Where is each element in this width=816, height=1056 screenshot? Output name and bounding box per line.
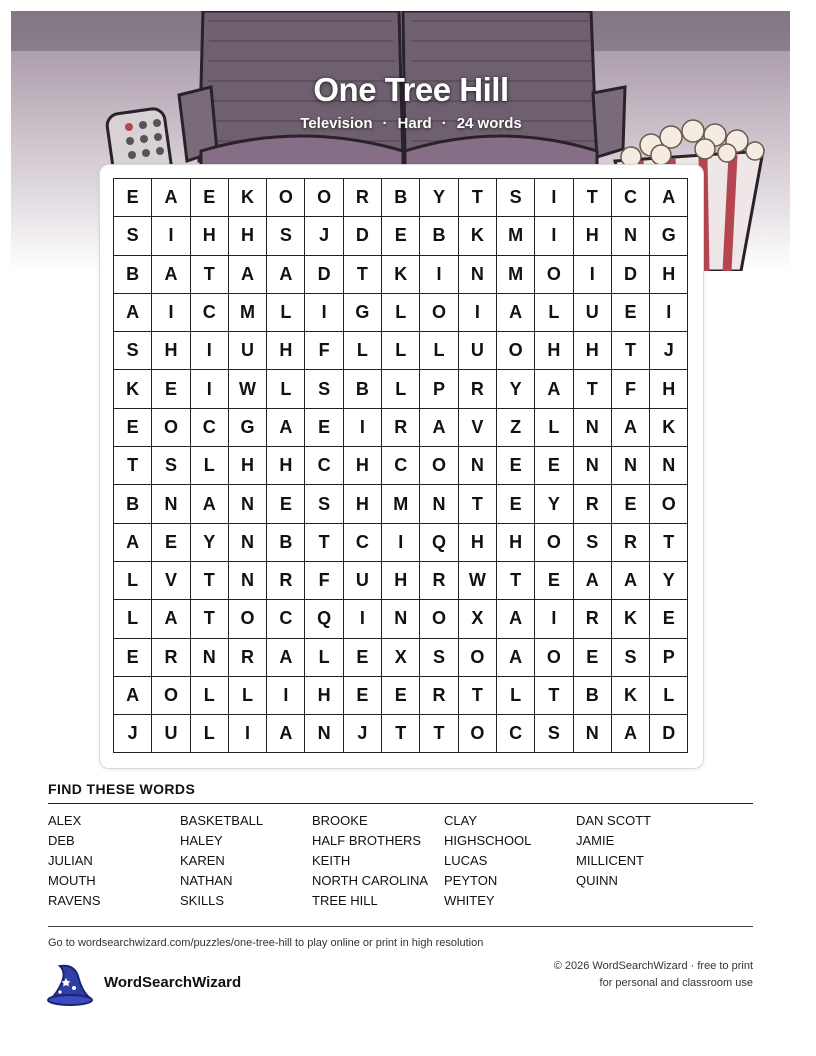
grid-cell[interactable]: Y bbox=[420, 179, 458, 217]
grid-cell[interactable]: E bbox=[650, 600, 688, 638]
grid-cell[interactable]: E bbox=[114, 639, 152, 677]
copyright-text: © 2026 WordSearchWizard · free to print for personal and classroom use bbox=[553, 960, 753, 989]
grid-cell[interactable]: E bbox=[574, 639, 612, 677]
grid-cell[interactable]: N bbox=[574, 447, 612, 485]
grid-cell[interactable]: I bbox=[267, 677, 305, 715]
grid-cell[interactable]: H bbox=[229, 447, 267, 485]
grid-cell[interactable]: A bbox=[152, 600, 190, 638]
grid-cell[interactable]: L bbox=[191, 677, 229, 715]
word-item: RAVENS bbox=[48, 893, 101, 908]
grid-cell[interactable]: L bbox=[305, 639, 343, 677]
grid-cell[interactable]: E bbox=[382, 217, 420, 255]
grid-cell[interactable]: H bbox=[267, 447, 305, 485]
grid-cell[interactable]: G bbox=[229, 409, 267, 447]
grid-cell[interactable]: A bbox=[229, 256, 267, 294]
word-item: NATHAN bbox=[180, 873, 233, 888]
grid-cell[interactable]: K bbox=[650, 409, 688, 447]
grid-cell[interactable]: K bbox=[612, 677, 650, 715]
grid-cell[interactable]: S bbox=[114, 217, 152, 255]
grid-cell[interactable]: N bbox=[229, 562, 267, 600]
puzzle-category: Television bbox=[300, 115, 373, 132]
grid-cell[interactable]: B bbox=[574, 677, 612, 715]
grid-cell[interactable]: J bbox=[650, 332, 688, 370]
grid-cell[interactable]: Y bbox=[497, 370, 535, 408]
grid-cell[interactable]: R bbox=[344, 179, 382, 217]
grid-cell[interactable]: E bbox=[535, 447, 573, 485]
grid-cell[interactable]: O bbox=[420, 294, 458, 332]
grid-cell[interactable]: H bbox=[650, 256, 688, 294]
grid-cell[interactable]: C bbox=[612, 179, 650, 217]
grid-cell[interactable]: D bbox=[612, 256, 650, 294]
grid-cell[interactable]: L bbox=[191, 447, 229, 485]
grid-cell[interactable]: X bbox=[382, 639, 420, 677]
grid-cell[interactable]: E bbox=[267, 485, 305, 523]
grid-cell[interactable]: K bbox=[382, 256, 420, 294]
grid-cell[interactable]: I bbox=[535, 600, 573, 638]
grid-cell[interactable]: N bbox=[152, 485, 190, 523]
grid-cell[interactable]: N bbox=[459, 256, 497, 294]
grid-cell[interactable]: N bbox=[229, 524, 267, 562]
grid-cell[interactable]: U bbox=[344, 562, 382, 600]
grid-cell[interactable]: W bbox=[459, 562, 497, 600]
grid-cell[interactable]: T bbox=[650, 524, 688, 562]
grid-cell[interactable]: L bbox=[535, 294, 573, 332]
word-item: KAREN bbox=[180, 853, 225, 868]
grid-cell[interactable]: T bbox=[191, 256, 229, 294]
grid-cell[interactable]: L bbox=[420, 332, 458, 370]
grid-cell[interactable]: T bbox=[191, 562, 229, 600]
grid-cell[interactable]: U bbox=[229, 332, 267, 370]
grid-cell[interactable]: I bbox=[344, 600, 382, 638]
grid-cell[interactable]: W bbox=[229, 370, 267, 408]
grid-cell[interactable]: A bbox=[114, 294, 152, 332]
grid-cell[interactable]: T bbox=[305, 524, 343, 562]
grid-cell[interactable]: H bbox=[382, 562, 420, 600]
grid-cell[interactable]: N bbox=[382, 600, 420, 638]
grid-cell[interactable]: O bbox=[535, 524, 573, 562]
wizard-hat-logo-icon bbox=[46, 962, 94, 1006]
grid-cell[interactable]: S bbox=[535, 715, 573, 753]
grid-cell[interactable]: H bbox=[267, 332, 305, 370]
grid-cell[interactable]: T bbox=[497, 562, 535, 600]
grid-cell[interactable]: T bbox=[459, 677, 497, 715]
word-item: MILLICENT bbox=[576, 853, 644, 868]
grid-cell[interactable]: C bbox=[497, 715, 535, 753]
grid-cell[interactable]: O bbox=[420, 447, 458, 485]
word-item: LUCAS bbox=[444, 853, 488, 868]
grid-cell[interactable]: H bbox=[152, 332, 190, 370]
brand-name: WordSearchWizard bbox=[104, 974, 242, 991]
grid-cell[interactable]: L bbox=[114, 562, 152, 600]
grid-cell[interactable]: A bbox=[574, 562, 612, 600]
grid-cell[interactable]: N bbox=[650, 447, 688, 485]
footer-link-text[interactable]: Go to wordsearchwizard.com/puzzles/one-tree-hill to play online or print in high resolution bbox=[48, 937, 484, 949]
grid-cell[interactable]: H bbox=[497, 524, 535, 562]
grid-cell[interactable]: E bbox=[497, 485, 535, 523]
grid-cell[interactable]: R bbox=[229, 639, 267, 677]
grid-cell[interactable]: R bbox=[612, 524, 650, 562]
grid-cell[interactable]: Q bbox=[420, 524, 458, 562]
grid-cell[interactable]: N bbox=[612, 217, 650, 255]
word-item: KEITH bbox=[312, 853, 351, 868]
grid-cell[interactable]: L bbox=[535, 409, 573, 447]
grid-cell[interactable]: O bbox=[267, 179, 305, 217]
grid-cell[interactable]: I bbox=[535, 179, 573, 217]
grid-cell[interactable]: T bbox=[459, 179, 497, 217]
grid-cell[interactable]: T bbox=[382, 715, 420, 753]
grid-cell[interactable]: V bbox=[459, 409, 497, 447]
grid-cell[interactable]: K bbox=[612, 600, 650, 638]
grid-cell[interactable]: Y bbox=[191, 524, 229, 562]
grid-cell[interactable]: O bbox=[459, 715, 497, 753]
grid-cell[interactable]: A bbox=[497, 600, 535, 638]
grid-cell[interactable]: R bbox=[574, 600, 612, 638]
grid-cell[interactable]: Z bbox=[497, 409, 535, 447]
grid-cell[interactable]: C bbox=[305, 447, 343, 485]
grid-cell[interactable]: T bbox=[344, 256, 382, 294]
grid-cell[interactable]: C bbox=[344, 524, 382, 562]
grid-cell[interactable]: T bbox=[574, 370, 612, 408]
grid-cell[interactable]: H bbox=[229, 217, 267, 255]
grid-cell[interactable]: U bbox=[574, 294, 612, 332]
grid-cell[interactable]: O bbox=[229, 600, 267, 638]
grid-cell[interactable]: N bbox=[191, 639, 229, 677]
grid-cell[interactable]: N bbox=[420, 485, 458, 523]
grid-cell[interactable]: E bbox=[114, 409, 152, 447]
meta-separator: · bbox=[441, 115, 447, 132]
grid-cell[interactable]: O bbox=[459, 639, 497, 677]
grid-cell[interactable]: H bbox=[574, 217, 612, 255]
grid-cell[interactable]: R bbox=[574, 485, 612, 523]
puzzle-title: One Tree Hill bbox=[313, 71, 509, 108]
grid-cell[interactable]: L bbox=[497, 677, 535, 715]
word-item: DAN SCOTT bbox=[576, 813, 652, 828]
grid-cell[interactable]: C bbox=[267, 600, 305, 638]
grid-cell[interactable]: K bbox=[229, 179, 267, 217]
word-item: HIGHSCHOOL bbox=[444, 833, 532, 848]
grid-cell[interactable]: B bbox=[114, 256, 152, 294]
grid-cell[interactable]: H bbox=[191, 217, 229, 255]
grid-cell[interactable]: U bbox=[459, 332, 497, 370]
grid-cell[interactable]: S bbox=[497, 179, 535, 217]
grid-cell[interactable]: B bbox=[267, 524, 305, 562]
grid-cell[interactable]: L bbox=[191, 715, 229, 753]
grid-cell[interactable]: H bbox=[535, 332, 573, 370]
grid-cell[interactable]: T bbox=[191, 600, 229, 638]
grid-cell[interactable]: I bbox=[229, 715, 267, 753]
grid-cell[interactable]: A bbox=[152, 256, 190, 294]
word-item: ALEX bbox=[48, 813, 82, 828]
grid-cell[interactable]: O bbox=[535, 256, 573, 294]
grid-cell[interactable]: J bbox=[305, 217, 343, 255]
grid-cell[interactable]: E bbox=[497, 447, 535, 485]
grid-cell[interactable]: L bbox=[650, 677, 688, 715]
grid-cell[interactable]: E bbox=[305, 409, 343, 447]
grid-cell[interactable]: P bbox=[650, 639, 688, 677]
word-item: HALF BROTHERS bbox=[312, 833, 422, 848]
grid-cell[interactable]: A bbox=[191, 485, 229, 523]
grid-cell[interactable]: E bbox=[344, 677, 382, 715]
grid-cell[interactable]: K bbox=[114, 370, 152, 408]
word-item: JAMIE bbox=[576, 833, 615, 848]
grid-cell[interactable]: E bbox=[612, 485, 650, 523]
grid-cell[interactable]: T bbox=[612, 332, 650, 370]
grid-cell[interactable]: M bbox=[229, 294, 267, 332]
grid-cell[interactable]: T bbox=[574, 179, 612, 217]
grid-cell[interactable]: M bbox=[382, 485, 420, 523]
grid-cell[interactable]: O bbox=[152, 409, 190, 447]
word-item: CLAY bbox=[444, 813, 477, 828]
puzzle-meta bbox=[11, 115, 790, 132]
grid-cell[interactable]: H bbox=[305, 677, 343, 715]
word-item: SKILLS bbox=[180, 893, 225, 908]
word-item: BROOKE bbox=[312, 813, 368, 828]
word-item: TREE HILL bbox=[312, 893, 378, 908]
grid-cell[interactable]: N bbox=[229, 485, 267, 523]
grid-cell[interactable]: X bbox=[459, 600, 497, 638]
grid-cell[interactable]: I bbox=[650, 294, 688, 332]
grid-cell[interactable]: T bbox=[420, 715, 458, 753]
grid-cell[interactable]: Y bbox=[650, 562, 688, 600]
grid-cell[interactable]: D bbox=[344, 217, 382, 255]
grid-cell[interactable]: A bbox=[612, 715, 650, 753]
grid-cell[interactable]: P bbox=[420, 370, 458, 408]
grid-cell[interactable]: H bbox=[650, 370, 688, 408]
grid-cell[interactable]: I bbox=[305, 294, 343, 332]
grid-cell[interactable]: O bbox=[535, 639, 573, 677]
grid-cell[interactable]: R bbox=[420, 562, 458, 600]
grid-cell[interactable]: S bbox=[152, 447, 190, 485]
divider bbox=[48, 803, 753, 804]
grid-cell[interactable]: L bbox=[114, 600, 152, 638]
grid-cell[interactable]: O bbox=[497, 332, 535, 370]
grid-cell[interactable]: N bbox=[459, 447, 497, 485]
grid-cell[interactable]: F bbox=[305, 332, 343, 370]
grid-cell[interactable]: J bbox=[114, 715, 152, 753]
word-item: DEB bbox=[48, 833, 75, 848]
grid-cell[interactable]: L bbox=[267, 370, 305, 408]
grid-cell[interactable]: A bbox=[152, 179, 190, 217]
grid-cell[interactable]: A bbox=[497, 639, 535, 677]
grid-cell[interactable]: S bbox=[420, 639, 458, 677]
grid-cell[interactable]: C bbox=[191, 409, 229, 447]
grid-cell[interactable]: A bbox=[114, 677, 152, 715]
grid-cell[interactable]: E bbox=[535, 562, 573, 600]
grid-cell[interactable]: O bbox=[420, 600, 458, 638]
grid-cell[interactable]: C bbox=[191, 294, 229, 332]
grid-cell[interactable]: E bbox=[382, 677, 420, 715]
grid-cell[interactable]: T bbox=[535, 677, 573, 715]
grid-cell[interactable]: S bbox=[305, 370, 343, 408]
grid-cell[interactable]: N bbox=[574, 409, 612, 447]
puzzle-word-count: 24 words bbox=[456, 115, 522, 132]
grid-cell[interactable]: S bbox=[612, 639, 650, 677]
grid-cell[interactable]: G bbox=[650, 217, 688, 255]
grid-cell[interactable]: A bbox=[267, 715, 305, 753]
grid-cell[interactable]: I bbox=[459, 294, 497, 332]
grid-cell[interactable]: L bbox=[382, 294, 420, 332]
word-item: BASKETBALL bbox=[180, 813, 264, 828]
grid-cell[interactable]: A bbox=[612, 409, 650, 447]
grid-cell[interactable]: G bbox=[344, 294, 382, 332]
grid-cell[interactable]: R bbox=[420, 677, 458, 715]
grid-cell[interactable]: L bbox=[382, 370, 420, 408]
puzzle-difficulty: Hard bbox=[397, 115, 432, 132]
grid-cell[interactable]: I bbox=[420, 256, 458, 294]
grid-cell[interactable]: N bbox=[305, 715, 343, 753]
grid-cell[interactable]: T bbox=[459, 485, 497, 523]
grid-cell[interactable]: H bbox=[344, 447, 382, 485]
word-item: MOUTH bbox=[48, 873, 96, 888]
grid-cell[interactable]: F bbox=[305, 562, 343, 600]
grid-cell[interactable]: O bbox=[305, 179, 343, 217]
grid-cell[interactable]: O bbox=[650, 485, 688, 523]
grid-cell[interactable]: I bbox=[191, 370, 229, 408]
grid-cell[interactable]: R bbox=[152, 639, 190, 677]
grid-cell[interactable]: N bbox=[612, 447, 650, 485]
letter-grid[interactable] bbox=[113, 178, 688, 753]
grid-cell[interactable]: I bbox=[344, 409, 382, 447]
grid-cell[interactable]: E bbox=[114, 179, 152, 217]
grid-cell[interactable]: L bbox=[344, 332, 382, 370]
grid-cell[interactable]: A bbox=[267, 256, 305, 294]
grid-cell[interactable]: A bbox=[650, 179, 688, 217]
grid-cell[interactable]: E bbox=[152, 370, 190, 408]
grid-cell[interactable]: Q bbox=[305, 600, 343, 638]
grid-cell[interactable]: B bbox=[114, 485, 152, 523]
grid-cell[interactable]: B bbox=[420, 217, 458, 255]
grid-cell[interactable]: S bbox=[574, 524, 612, 562]
grid-cell[interactable]: H bbox=[344, 485, 382, 523]
grid-cell[interactable]: I bbox=[152, 294, 190, 332]
grid-cell[interactable]: A bbox=[497, 294, 535, 332]
grid-cell[interactable]: N bbox=[574, 715, 612, 753]
grid-cell[interactable]: M bbox=[497, 256, 535, 294]
grid-cell[interactable]: L bbox=[267, 294, 305, 332]
grid-cell[interactable]: A bbox=[612, 562, 650, 600]
grid-cell[interactable]: M bbox=[497, 217, 535, 255]
grid-cell[interactable]: D bbox=[305, 256, 343, 294]
grid-cell[interactable]: I bbox=[574, 256, 612, 294]
grid-cell[interactable]: A bbox=[535, 370, 573, 408]
grid-cell[interactable]: V bbox=[152, 562, 190, 600]
grid-cell[interactable]: S bbox=[267, 217, 305, 255]
word-item: NORTH CAROLINA bbox=[312, 873, 429, 888]
grid-cell[interactable]: B bbox=[382, 179, 420, 217]
grid-cell[interactable]: R bbox=[459, 370, 497, 408]
grid-cell[interactable]: R bbox=[382, 409, 420, 447]
grid-cell[interactable]: I bbox=[191, 332, 229, 370]
grid-cell[interactable]: K bbox=[459, 217, 497, 255]
grid-cell[interactable]: E bbox=[344, 639, 382, 677]
word-item: QUINN bbox=[576, 873, 618, 888]
divider bbox=[48, 926, 753, 927]
grid-cell[interactable]: H bbox=[459, 524, 497, 562]
grid-cell[interactable]: E bbox=[191, 179, 229, 217]
grid-cell[interactable]: U bbox=[152, 715, 190, 753]
grid-cell[interactable]: L bbox=[382, 332, 420, 370]
grid-cell[interactable]: I bbox=[382, 524, 420, 562]
grid-cell[interactable]: Y bbox=[535, 485, 573, 523]
grid-cell[interactable]: A bbox=[267, 409, 305, 447]
grid-cell[interactable]: E bbox=[152, 524, 190, 562]
word-list-heading: FIND THESE WORDS bbox=[48, 781, 196, 797]
grid-cell[interactable]: I bbox=[535, 217, 573, 255]
word-item: WHITEY bbox=[444, 893, 495, 908]
word-list bbox=[48, 813, 728, 913]
grid-cell[interactable]: D bbox=[650, 715, 688, 753]
word-item: JULIAN bbox=[48, 853, 93, 868]
meta-separator: · bbox=[382, 115, 388, 132]
grid-cell[interactable]: H bbox=[574, 332, 612, 370]
grid-cell[interactable]: T bbox=[114, 447, 152, 485]
grid-cell[interactable]: R bbox=[267, 562, 305, 600]
grid-cell[interactable]: F bbox=[612, 370, 650, 408]
grid-cell[interactable]: J bbox=[344, 715, 382, 753]
grid-cell[interactable]: A bbox=[267, 639, 305, 677]
grid-cell[interactable]: I bbox=[152, 217, 190, 255]
word-item: HALEY bbox=[180, 833, 223, 848]
grid-cell[interactable]: C bbox=[382, 447, 420, 485]
grid-cell[interactable]: E bbox=[612, 294, 650, 332]
grid-cell[interactable]: B bbox=[344, 370, 382, 408]
grid-cell[interactable]: A bbox=[114, 524, 152, 562]
word-item: PEYTON bbox=[444, 873, 498, 888]
grid-cell[interactable]: S bbox=[114, 332, 152, 370]
grid-cell[interactable]: A bbox=[420, 409, 458, 447]
grid-cell[interactable]: S bbox=[305, 485, 343, 523]
grid-cell[interactable]: O bbox=[152, 677, 190, 715]
grid-cell[interactable]: L bbox=[229, 677, 267, 715]
